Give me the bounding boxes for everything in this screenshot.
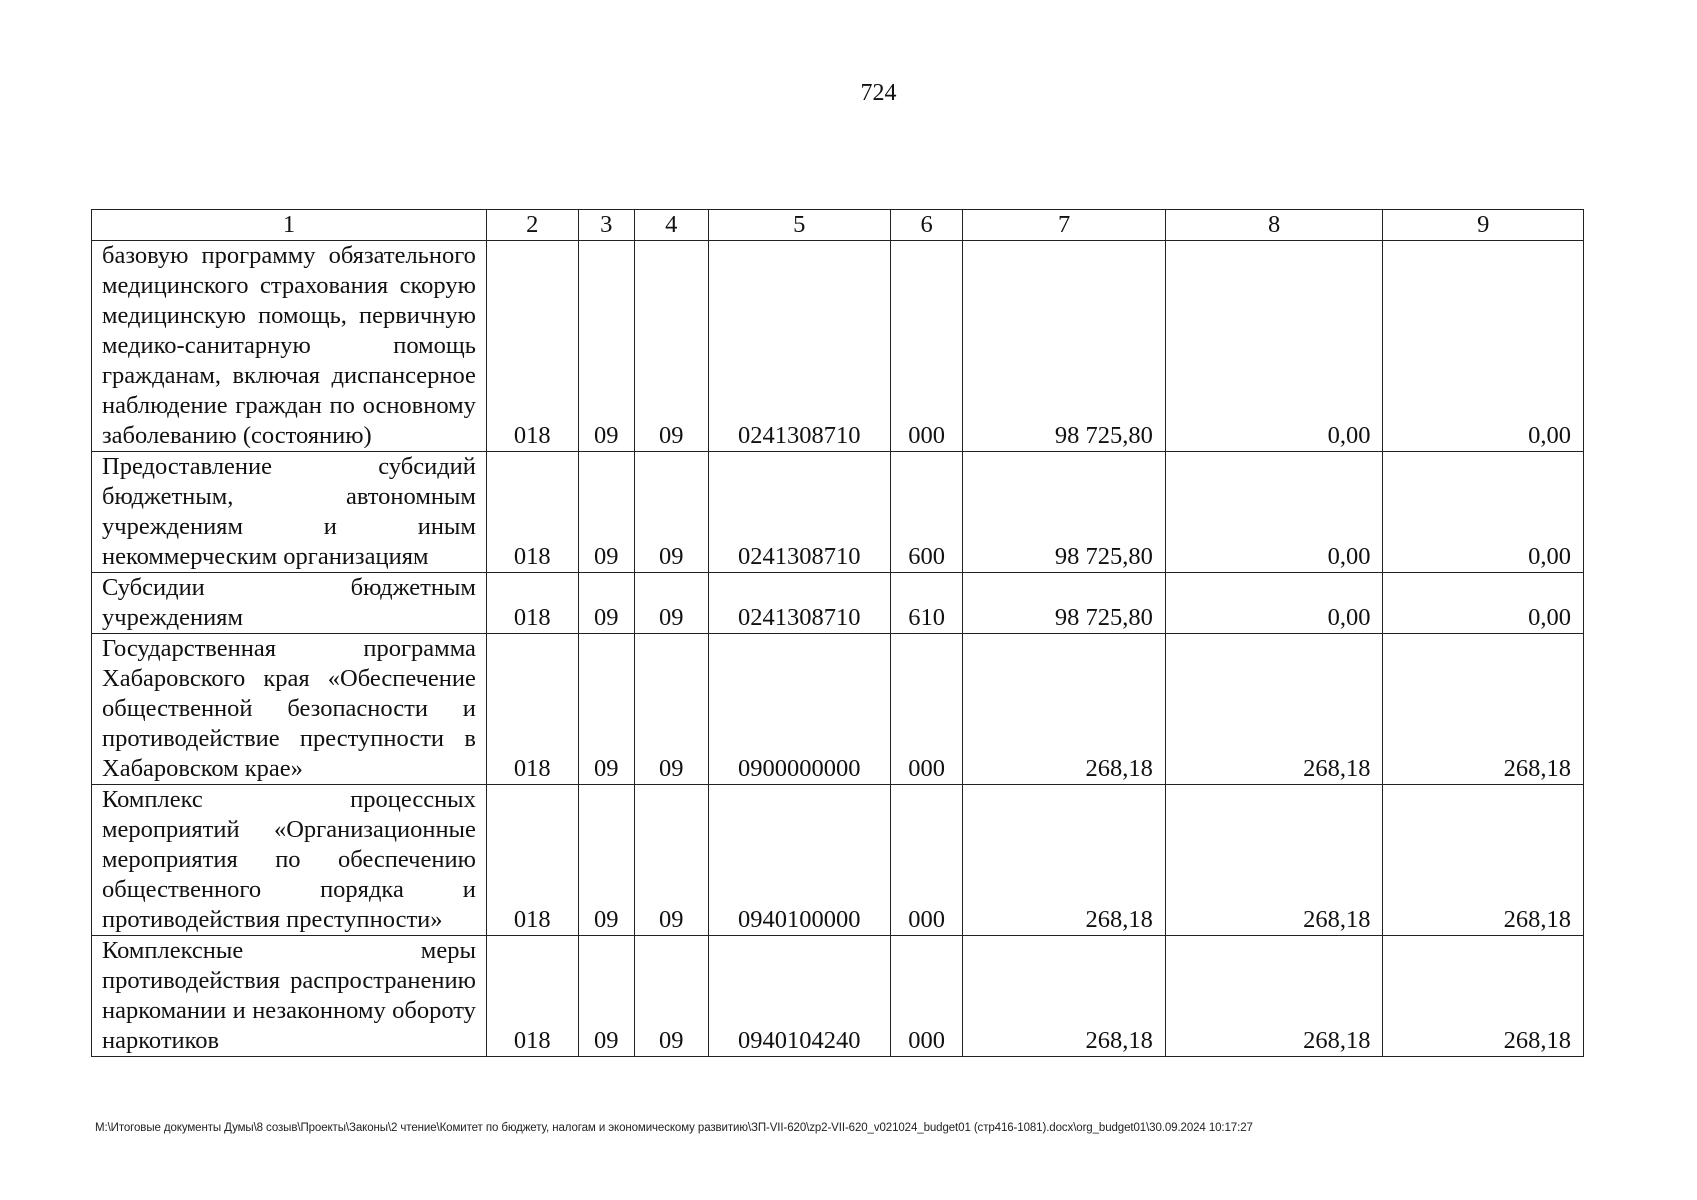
target-article-code: 0940104240	[708, 936, 890, 1057]
section-code: 09	[578, 634, 634, 785]
column-header: 4	[634, 210, 708, 241]
subsection-code: 09	[634, 241, 708, 452]
amount-col-8: 0,00	[1165, 452, 1383, 573]
amount-col-8: 268,18	[1165, 936, 1383, 1057]
amount-col-7: 98 725,80	[963, 241, 1165, 452]
ministry-code: 018	[486, 452, 578, 573]
target-article-code: 0940100000	[708, 785, 890, 936]
amount-col-9: 0,00	[1383, 573, 1584, 634]
amount-col-9: 0,00	[1383, 452, 1584, 573]
row-description: базовую программу обязательного медицинского страхования скорую медицинскую помощь, первичную медико-санитарную помощь гражданам, включая диспансерное наблюдение граждан по основному заболеванию (состоянию)	[92, 241, 487, 452]
amount-col-9: 268,18	[1383, 634, 1584, 785]
ministry-code: 018	[486, 785, 578, 936]
subsection-code: 09	[634, 452, 708, 573]
table-row	[92, 573, 1584, 634]
target-article-code: 0241308710	[708, 452, 890, 573]
subsection-code: 09	[634, 634, 708, 785]
expense-type-code: 000	[890, 241, 963, 452]
target-article-code: 0900000000	[708, 634, 890, 785]
section-code: 09	[578, 452, 634, 573]
row-description: Субсидии бюджетным учреждениям	[92, 573, 487, 634]
section-code: 09	[578, 573, 634, 634]
table-row	[92, 452, 1584, 573]
amount-col-7: 98 725,80	[963, 573, 1165, 634]
table-row	[92, 936, 1584, 1057]
expense-type-code: 000	[890, 936, 963, 1057]
section-code: 09	[578, 241, 634, 452]
table-row	[92, 634, 1584, 785]
row-description: Государственная программа Хабаровского края «Обеспечение общественной безопасности и противодействие преступности в Хабаровском крае»	[92, 634, 487, 785]
amount-col-7: 268,18	[963, 634, 1165, 785]
subsection-code: 09	[634, 785, 708, 936]
amount-col-8: 0,00	[1165, 573, 1383, 634]
expense-type-code: 610	[890, 573, 963, 634]
target-article-code: 0241308710	[708, 573, 890, 634]
table-row	[92, 241, 1584, 452]
column-header: 9	[1383, 210, 1584, 241]
amount-col-7: 268,18	[963, 785, 1165, 936]
amount-col-9: 0,00	[1383, 241, 1584, 452]
column-header: 8	[1165, 210, 1383, 241]
column-header: 5	[708, 210, 890, 241]
amount-col-8: 0,00	[1165, 241, 1383, 452]
amount-col-8: 268,18	[1165, 785, 1383, 936]
amount-col-9: 268,18	[1383, 936, 1584, 1057]
row-description: Предоставление субсидий бюджетным, автономным учреждениям и иным некоммерческим организациям	[92, 452, 487, 573]
column-header: 2	[486, 210, 578, 241]
section-code: 09	[578, 785, 634, 936]
expense-type-code: 000	[890, 785, 963, 936]
column-header: 3	[578, 210, 634, 241]
column-header: 1	[92, 210, 487, 241]
amount-col-7: 98 725,80	[963, 452, 1165, 573]
page-number: 724	[860, 80, 897, 106]
row-description: Комплексные меры противодействия распространению наркомании и незаконному обороту наркотиков	[92, 936, 487, 1057]
ministry-code: 018	[486, 634, 578, 785]
section-code: 09	[578, 936, 634, 1057]
target-article-code: 0241308710	[708, 241, 890, 452]
amount-col-7: 268,18	[963, 936, 1165, 1057]
expense-type-code: 000	[890, 634, 963, 785]
column-header: 6	[890, 210, 963, 241]
subsection-code: 09	[634, 936, 708, 1057]
table-row	[92, 785, 1584, 936]
ministry-code: 018	[486, 573, 578, 634]
budget-table	[91, 209, 1584, 1057]
footer-file-path: M:\Итоговые документы Думы\8 созыв\Проекты\Законы\2 чтение\Комитет по бюджету, налогам и экономическому развитию\ЗП-VII-620\zp2-VII-620_v021024_budget01 (стр416-1081).docx\org_budget01\30.09.2024 10:17:27	[95, 1122, 1253, 1134]
ministry-code: 018	[486, 936, 578, 1057]
amount-col-9: 268,18	[1383, 785, 1584, 936]
row-description: Комплекс процессных мероприятий «Организационные мероприятия по обеспечению общественного порядка и противодействия преступности»	[92, 785, 487, 936]
expense-type-code: 600	[890, 452, 963, 573]
table-header-row	[92, 210, 1584, 241]
column-header: 7	[963, 210, 1165, 241]
ministry-code: 018	[486, 241, 578, 452]
subsection-code: 09	[634, 573, 708, 634]
amount-col-8: 268,18	[1165, 634, 1383, 785]
